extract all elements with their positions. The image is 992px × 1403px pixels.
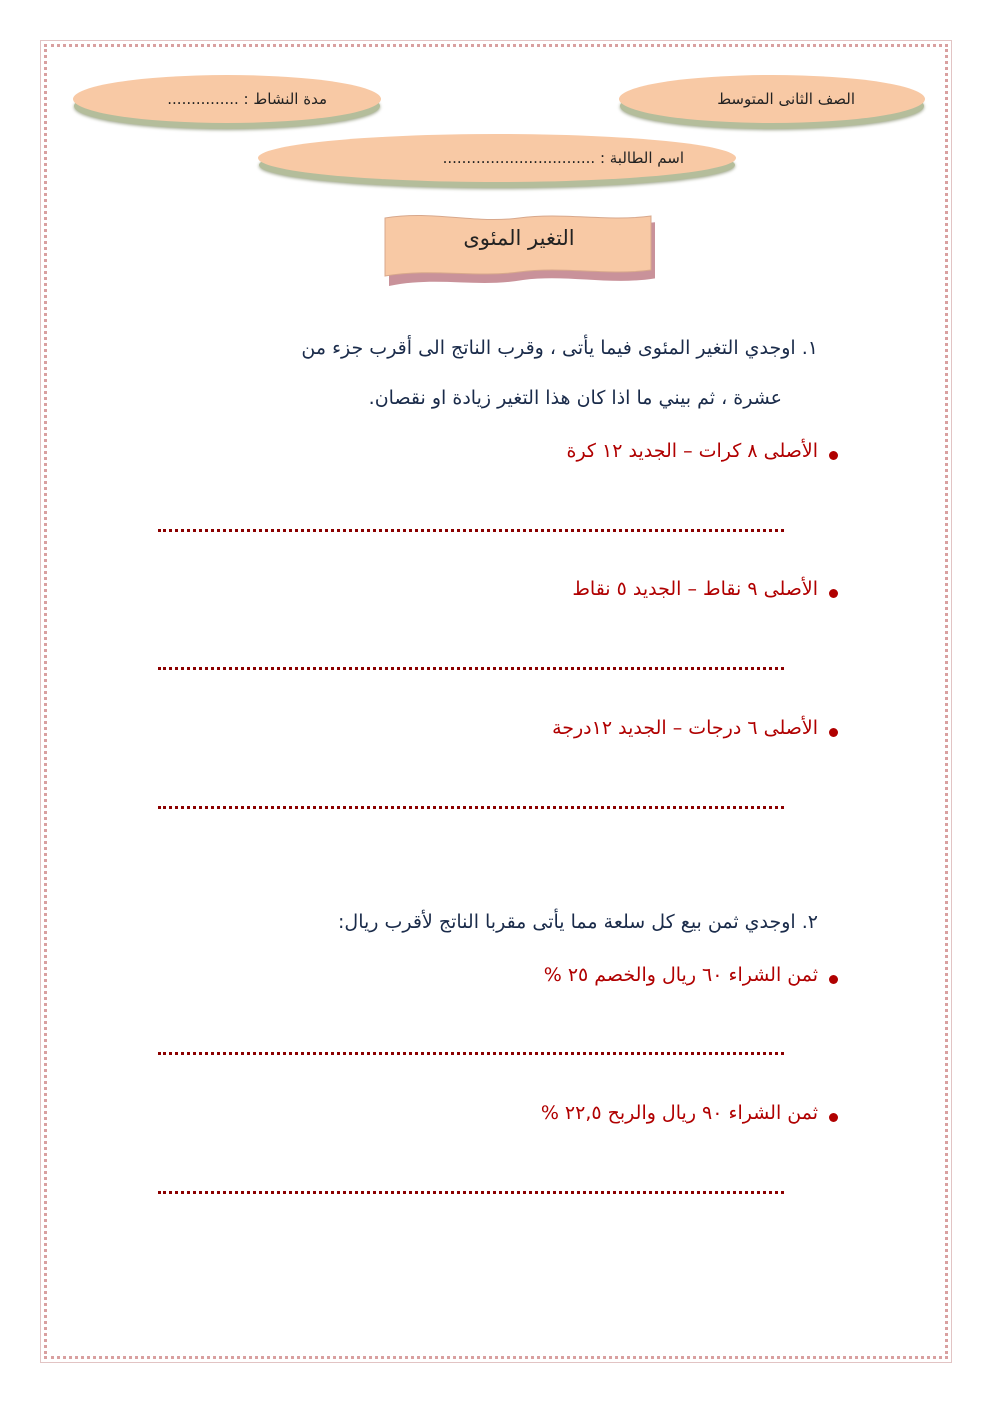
question1-item: الأصلى ٩ نقاط – الجديد ٥ نقاط: [572, 578, 818, 600]
answer-line: [158, 665, 784, 670]
page-title: التغير المئوى: [463, 226, 575, 250]
student-name-oval: [258, 134, 736, 182]
question1-line1: ١. اوجدي التغير المئوى فيما يأتى ، وقرب الناتج الى أقرب جزء من: [301, 337, 818, 359]
answer-line: [158, 1050, 784, 1055]
answer-line: [158, 527, 784, 532]
student-name-field: اسم الطالبة : ................................: [442, 149, 684, 167]
answer-line: [158, 804, 784, 809]
question2-item: ثمن الشراء ٩٠ ريال والربح ٢٢,٥ %: [540, 1102, 818, 1124]
grade-label: الصف الثانى المتوسط: [717, 90, 855, 108]
bullet-icon: [829, 975, 838, 984]
duration-oval: [73, 75, 381, 123]
question1-item: الأصلى ٦ درجات – الجديد ١٢درجة: [552, 717, 818, 739]
bullet-icon: [829, 1113, 838, 1122]
bullet-icon: [829, 589, 838, 598]
question2-line1: ٢. اوجدي ثمن بيع كل سلعة مما يأتى مقربا الناتج لأقرب ريال:: [338, 911, 818, 933]
bullet-icon: [829, 728, 838, 737]
title-banner: [383, 212, 655, 276]
question1-item: الأصلى ٨ كرات – الجديد ١٢ كرة: [566, 440, 818, 462]
grade-oval: [619, 75, 925, 123]
question2-item: ثمن الشراء ٦٠ ريال والخصم ٢٥ %: [543, 964, 818, 986]
duration-field: مدة النشاط : ...............: [167, 90, 327, 108]
question1-line2: عشرة ، ثم بيني ما اذا كان هذا التغير زيادة او نقصان.: [368, 387, 782, 409]
bullet-icon: [829, 451, 838, 460]
answer-line: [158, 1189, 784, 1194]
